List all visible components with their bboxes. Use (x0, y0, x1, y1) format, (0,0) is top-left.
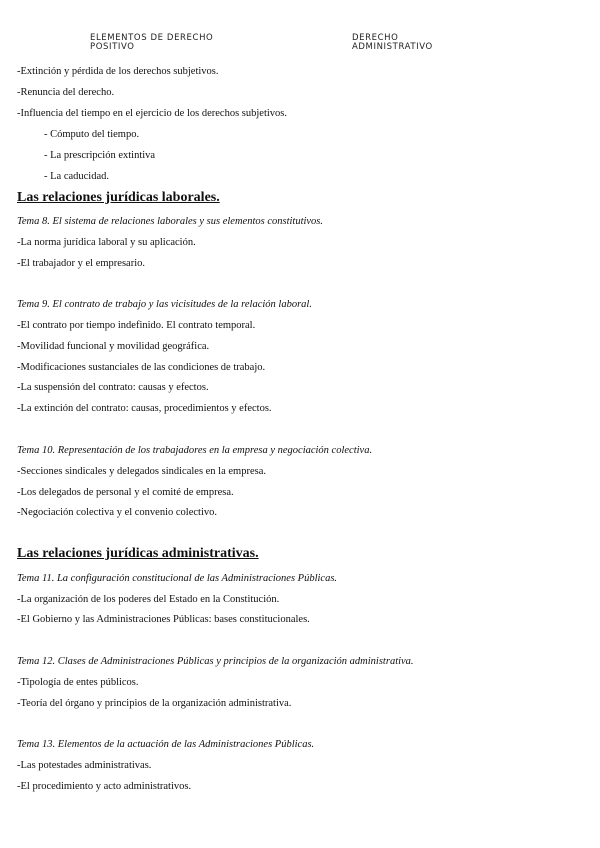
list-item: -El contrato por tiempo indefinido. El contrato temporal. (17, 320, 256, 331)
tema-title: Tema 11. La configuración constitucional de las Administraciones Públicas. (17, 573, 338, 584)
list-item: -El trabajador y el empresario. (17, 258, 145, 269)
list-item: -El Gobierno y las Administraciones Públicas: bases constitucionales. (17, 614, 310, 625)
header-left-line2: POSITIVO (90, 42, 135, 52)
sub-list-item: - Cómputo del tiempo. (44, 129, 140, 140)
list-item: -Modificaciones sustanciales de las condiciones de trabajo. (17, 362, 266, 373)
list-item: -La suspensión del contrato: causas y efectos. (17, 382, 209, 393)
list-item: -Negociación colectiva y el convenio colectivo. (17, 507, 217, 518)
header-left (90, 34, 213, 52)
list-item: -Extinción y pérdida de los derechos subjetivos. (17, 66, 219, 77)
list-item: -Teoría del órgano y principios de la organización administrativa. (17, 698, 292, 709)
tema-title: Tema 10. Representación de los trabajadores en la empresa y negociación colectiva. (17, 445, 373, 456)
sub-list-item: - La prescripción extintiva (44, 150, 156, 161)
tema-title: Tema 13. Elementos de la actuación de las Administraciones Públicas. (17, 739, 315, 750)
list-item: -La extinción del contrato: causas, procedimientos y efectos. (17, 403, 272, 414)
section-heading-administrativas: Las relaciones jurídicas administrativas. (17, 546, 259, 561)
header-right (352, 34, 433, 52)
list-item: -La norma jurídica laboral y su aplicación. (17, 237, 196, 248)
list-item: -Influencia del tiempo en el ejercicio de los derechos subjetivos. (17, 108, 287, 119)
header-right-line1: DERECHO (352, 33, 399, 43)
header-right-line2: ADMINISTRATIVO (352, 42, 433, 52)
tema-title: Tema 12. Clases de Administraciones Públicas y principios de la organización administrativa. (17, 656, 414, 667)
list-item: -Secciones sindicales y delegados sindicales en la empresa. (17, 466, 266, 477)
list-item: -El procedimiento y acto administrativos. (17, 781, 192, 792)
sub-list-item: - La caducidad. (44, 171, 110, 182)
tema-title: Tema 9. El contrato de trabajo y las vicisitudes de la relación laboral. (17, 299, 312, 310)
list-item: -Las potestades administrativas. (17, 760, 152, 771)
section-heading-laborales: Las relaciones jurídicas laborales. (17, 190, 220, 205)
list-item: -Renuncia del derecho. (17, 87, 115, 98)
tema-title: Tema 8. El sistema de relaciones laborales y sus elementos constitutivos. (17, 216, 324, 227)
header-left-line1: ELEMENTOS DE DERECHO (90, 33, 214, 43)
list-item: -Tipología de entes públicos. (17, 677, 139, 688)
list-item: -Movilidad funcional y movilidad geográfica. (17, 341, 210, 352)
list-item: -La organización de los poderes del Estado en la Constitución. (17, 594, 280, 605)
list-item: -Los delegados de personal y el comité de empresa. (17, 487, 234, 498)
